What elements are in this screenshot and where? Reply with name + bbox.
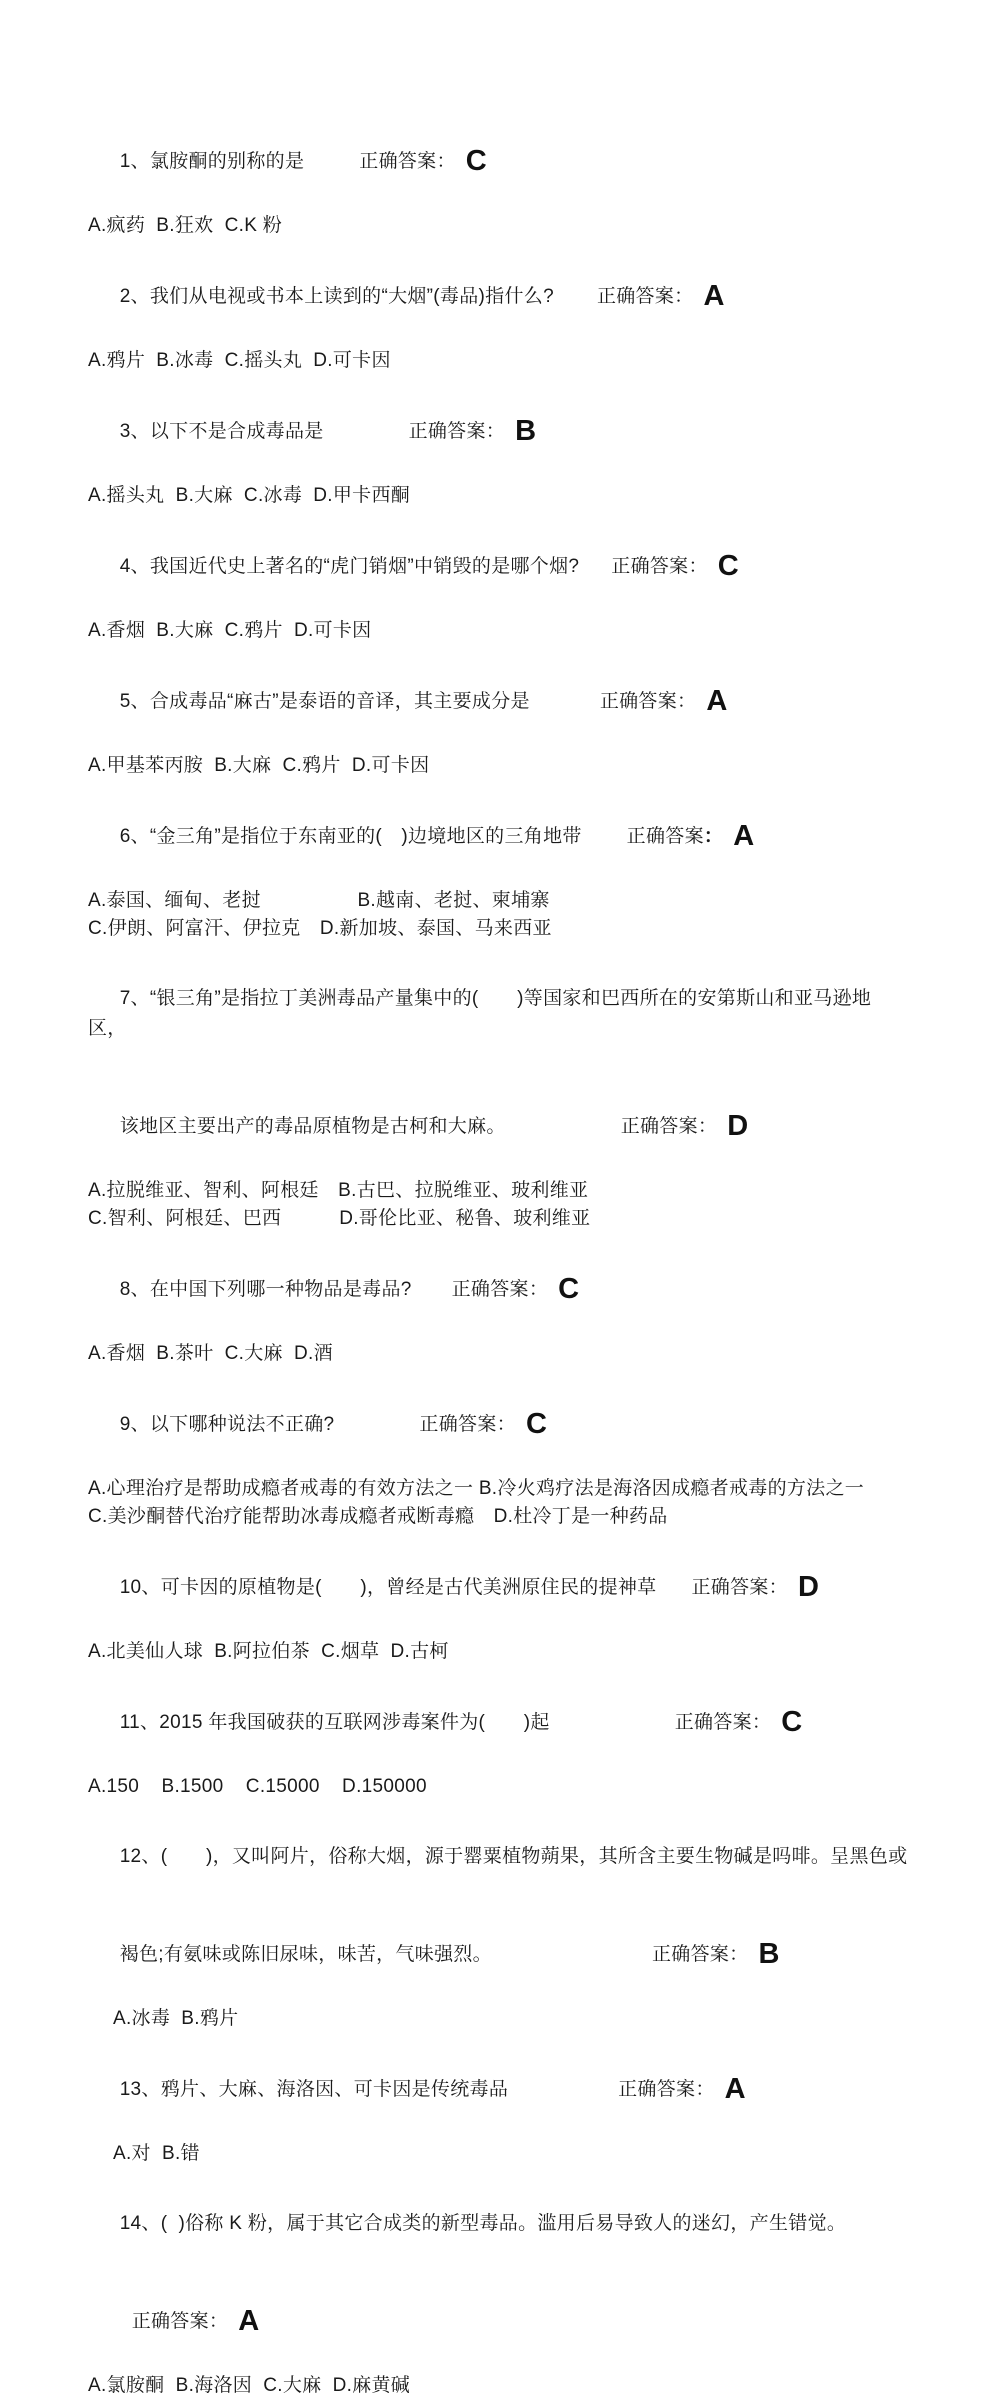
answer-label: 正确答案：	[131, 2311, 229, 2332]
options-line: A.北美仙人球 B.阿拉伯茶 C.烟草 D.古柯	[88, 1641, 449, 1662]
answer-colon: ：	[703, 826, 724, 847]
answer-label: 正确答案：	[611, 556, 708, 577]
question-text: 11、2015 年我国破获的互联网涉毒案件为( )起	[119, 1712, 550, 1733]
question-text: 1、氯胺酮的别称的是	[119, 151, 305, 172]
options-line: A.对 B.错	[113, 2143, 200, 2164]
question-line	[88, 1677, 909, 1768]
question-line	[88, 2044, 909, 2135]
question-block-6	[88, 791, 909, 943]
question-line	[88, 791, 909, 882]
question-line	[88, 656, 909, 747]
question-text: 7、“银三角”是指拉丁美洲毒品产量集中的( )等国家和巴西所在的安第斯山和亚马逊地区，	[88, 988, 872, 1039]
question-block-1	[88, 116, 909, 240]
options-line: A.疯药 B.狂欢 C.K 粉	[88, 215, 283, 236]
answer-letter: C	[558, 1273, 580, 1305]
question-line	[88, 521, 909, 612]
question-text: 5、合成毒品“麻古”是泰语的音译，其主要成分是	[119, 691, 530, 712]
answer-letter: A	[733, 820, 755, 852]
question-line	[88, 1542, 909, 1633]
question-line	[88, 251, 909, 342]
options-line: A.150 B.1500 C.15000 D.150000	[88, 1776, 427, 1797]
answer-letter: A	[703, 280, 725, 312]
question-text: 4、我国近代史上著名的“虎门销烟”中销毁的是哪个烟?	[119, 556, 580, 577]
question-block-7	[88, 954, 909, 1233]
answer-label: 正确答案：	[691, 1577, 788, 1598]
options-line: A.甲基苯丙胺 B.大麻 C.鸦片 D.可卡因	[88, 755, 430, 776]
question-text: 14、( )俗称 K 粉，属于其它合成类的新型毒品。滥用后易导致人的迷幻，产生错觉。	[119, 2213, 847, 2234]
options-line: A.香烟 B.茶叶 C.大麻 D.酒	[88, 1343, 333, 1364]
question-block-14	[88, 2179, 909, 2400]
question-block-2	[88, 251, 909, 375]
answer-letter: A	[724, 2073, 746, 2105]
question-line-2	[88, 1909, 909, 2000]
answer-label: 正确答案	[626, 826, 704, 847]
options-line: A.摇头丸 B.大麻 C.冰毒 D.甲卡西酮	[88, 485, 411, 506]
answer-letter: C	[525, 1408, 547, 1440]
question-text: 该地区主要出产的毒品原植物是古柯和大麻。	[119, 1116, 506, 1137]
question-block-12	[88, 1812, 909, 2033]
answer-label: 正确答案：	[618, 2079, 715, 2100]
answer-label: 正确答案：	[359, 151, 456, 172]
question-block-4	[88, 521, 909, 645]
question-line	[88, 2179, 909, 2269]
question-line	[88, 954, 909, 1074]
options-line: C.伊朗、阿富汗、伊拉克 D.新加坡、泰国、马来西亚	[88, 918, 552, 939]
answer-label: 正确答案：	[620, 1116, 718, 1137]
answer-letter: C	[465, 145, 487, 177]
answer-letter: B	[515, 415, 537, 447]
answer-line	[88, 2276, 909, 2367]
question-text: 2、我们从电视或书本上读到的“大烟”(毒品)指什么?	[119, 286, 554, 307]
question-block-10	[88, 1542, 909, 1666]
answer-letter: D	[727, 1110, 749, 1142]
question-text: 12、( )，又叫阿片，俗称大烟，源于罂粟植物蒴果，其所含主要生物碱是吗啡。呈黑色或	[119, 1846, 908, 1867]
answer-label: 正确答案：	[408, 421, 506, 442]
options-line: C.智利、阿根廷、巴西 D.哥伦比亚、秘鲁、玻利维亚	[88, 1208, 591, 1229]
options-line: C.美沙酮替代治疗能帮助冰毒成瘾者戒断毒瘾 D.杜冷丁是一种药品	[88, 1506, 668, 1527]
answer-letter: D	[798, 1571, 819, 1603]
answer-letter: B	[758, 1938, 780, 1970]
question-line	[88, 1244, 909, 1335]
answer-letter: C	[781, 1706, 803, 1738]
question-line-2	[88, 1081, 909, 1172]
question-text: 13、鸦片、大麻、海洛因、可卡因是传统毒品	[119, 2079, 509, 2100]
answer-letter: A	[706, 685, 728, 717]
question-block-3	[88, 386, 909, 510]
question-block-8	[88, 1244, 909, 1368]
options-line: A.香烟 B.大麻 C.鸦片 D.可卡因	[88, 620, 372, 641]
options-line: A.氯胺酮 B.海洛因 C.大麻 D.麻黄碱	[88, 2375, 411, 2396]
question-line	[88, 116, 909, 207]
question-text: 6、“金三角”是指位于东南亚的( )边境地区的三角地带	[119, 826, 582, 847]
answer-label: 正确答案：	[419, 1414, 516, 1435]
answer-letter: A	[238, 2305, 260, 2337]
question-text: 10、可卡因的原植物是( )，曾经是古代美洲原住民的提神草	[119, 1577, 657, 1598]
question-block-9	[88, 1379, 909, 1531]
question-text: 3、以下不是合成毒品是	[119, 421, 324, 442]
options-line: A.鸦片 B.冰毒 C.摇头丸 D.可卡因	[88, 350, 391, 371]
question-text: 8、在中国下列哪一种物品是毒品?	[119, 1279, 412, 1300]
answer-label: 正确答案：	[651, 1944, 749, 1965]
question-line	[88, 386, 909, 477]
options-line: A.冰毒 B.鸦片	[113, 2008, 239, 2029]
question-text: 褐色;有氨味或陈旧尿味，味苦，气味强烈。	[119, 1944, 492, 1965]
answer-letter: C	[717, 550, 739, 582]
question-block-5	[88, 656, 909, 780]
question-block-13	[88, 2044, 909, 2168]
options-line: A.心理治疗是帮助成瘾者戒毒的有效方法之一 B.冷火鸡疗法是海洛因成瘾者戒毒的方法之一	[88, 1478, 865, 1499]
question-line	[88, 1812, 909, 1902]
answer-label: 正确答案：	[596, 286, 694, 307]
question-block-11	[88, 1677, 909, 1801]
options-line: A.拉脱维亚、智利、阿根廷 B.古巴、拉脱维亚、玻利维亚	[88, 1180, 589, 1201]
answer-label: 正确答案：	[451, 1279, 549, 1300]
options-line: A.泰国、缅甸、老挝 B.越南、老挝、柬埔寨	[88, 890, 550, 911]
answer-label: 正确答案：	[674, 1712, 772, 1733]
question-line	[88, 1379, 909, 1470]
answer-label: 正确答案：	[599, 691, 697, 712]
question-text: 9、以下哪种说法不正确?	[119, 1414, 335, 1435]
